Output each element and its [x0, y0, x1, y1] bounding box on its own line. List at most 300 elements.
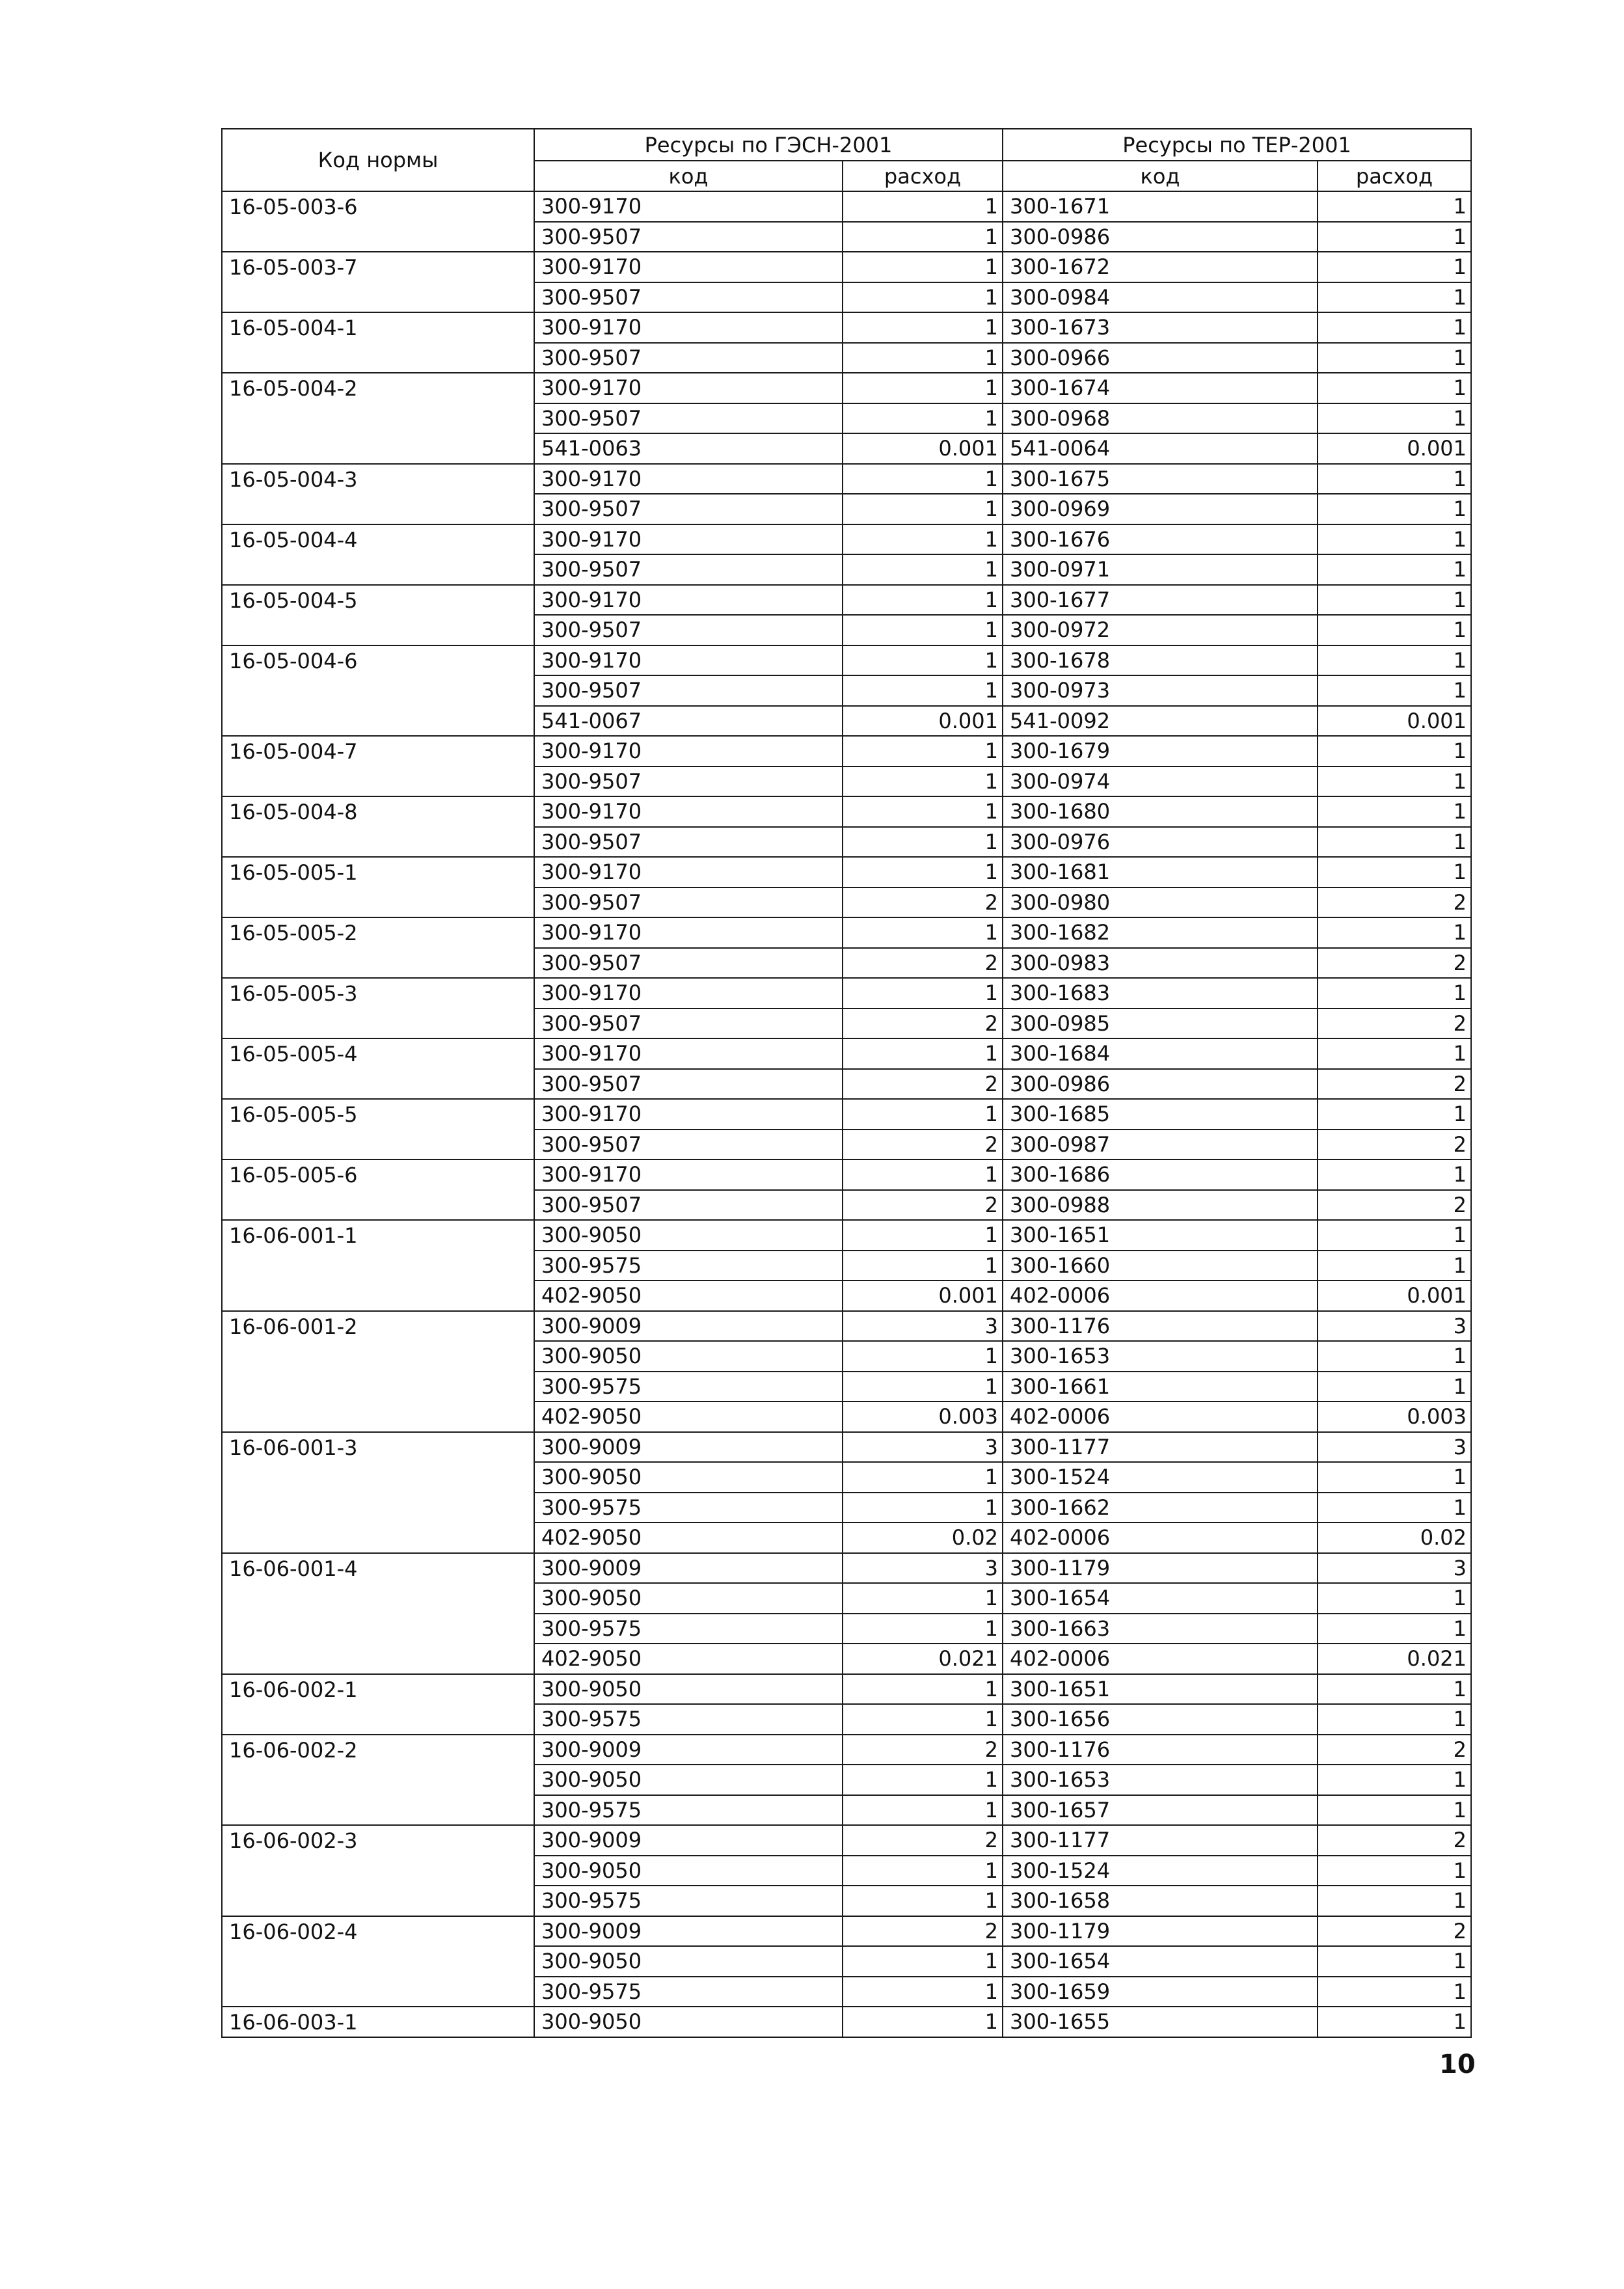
gesn-amount-cell: 1 — [843, 1886, 1003, 1916]
norm-code-cell: 16-05-005-2 — [222, 917, 534, 978]
ter-code-cell: 300-1656 — [1003, 1704, 1318, 1735]
gesn-code-cell: 300-9507 — [534, 222, 843, 252]
ter-resources-header: Ресурсы по ТЕР-2001 — [1003, 129, 1471, 161]
gesn-amount-cell: 1 — [843, 1462, 1003, 1493]
ter-amount-cell: 1 — [1318, 1765, 1471, 1795]
gesn-amount-cell: 1 — [843, 827, 1003, 858]
gesn-amount-cell: 0.001 — [843, 1280, 1003, 1311]
ter-code-cell: 300-1677 — [1003, 585, 1318, 616]
norm-code-header: Код нормы — [222, 129, 534, 191]
gesn-code-cell: 300-9170 — [534, 978, 843, 1009]
ter-code-cell: 300-1179 — [1003, 1553, 1318, 1584]
gesn-amount-cell: 1 — [843, 1159, 1003, 1190]
gesn-amount-cell: 1 — [843, 1251, 1003, 1281]
gesn-code-cell: 300-9009 — [534, 1735, 843, 1765]
gesn-amount-cell: 0.001 — [843, 433, 1003, 464]
ter-amount-cell: 2 — [1318, 1735, 1471, 1765]
gesn-code-cell: 402-9050 — [534, 1280, 843, 1311]
gesn-amount-cell: 1 — [843, 978, 1003, 1009]
gesn-code-cell: 300-9050 — [534, 1462, 843, 1493]
gesn-code-cell: 300-9507 — [534, 494, 843, 524]
ter-amount-cell: 3 — [1318, 1311, 1471, 1342]
ter-amount-cell: 0.021 — [1318, 1644, 1471, 1674]
gesn-code-cell: 300-9050 — [534, 1856, 843, 1886]
gesn-code-cell: 300-9170 — [534, 917, 843, 948]
ter-code-cell: 300-1659 — [1003, 1977, 1318, 2007]
gesn-code-cell: 300-9507 — [534, 403, 843, 434]
gesn-amount-cell: 1 — [843, 796, 1003, 827]
ter-code-cell: 300-1678 — [1003, 645, 1318, 676]
gesn-amount-cell: 1 — [843, 2007, 1003, 2037]
ter-code-cell: 300-1655 — [1003, 2007, 1318, 2037]
ter-code-cell: 402-0006 — [1003, 1644, 1318, 1674]
gesn-amount-cell: 2 — [843, 1916, 1003, 1947]
gesn-code-cell: 300-9170 — [534, 796, 843, 827]
ter-code-cell: 300-1524 — [1003, 1856, 1318, 1886]
gesn-amount-cell: 1 — [843, 554, 1003, 585]
gesn-amount-cell: 1 — [843, 766, 1003, 797]
ter-amount-cell: 1 — [1318, 1946, 1471, 1977]
gesn-amount-cell: 1 — [843, 1977, 1003, 2007]
gesn-amount-cell: 1 — [843, 1795, 1003, 1826]
gesn-amount-cell: 1 — [843, 1614, 1003, 1644]
gesn-amount-cell: 3 — [843, 1432, 1003, 1463]
table-row — [222, 1553, 1471, 1584]
gesn-code-cell: 300-9575 — [534, 1795, 843, 1826]
ter-amount-cell: 1 — [1318, 917, 1471, 948]
gesn-amount-cell: 1 — [843, 1038, 1003, 1069]
gesn-code-cell: 300-9507 — [534, 343, 843, 373]
ter-code-cell: 300-1683 — [1003, 978, 1318, 1009]
gesn-code-cell: 300-9507 — [534, 948, 843, 979]
ter-amount-cell: 1 — [1318, 827, 1471, 858]
ter-code-cell: 300-0983 — [1003, 948, 1318, 979]
gesn-amount-cell: 1 — [843, 1220, 1003, 1251]
gesn-code-cell: 300-9170 — [534, 524, 843, 555]
gesn-code-cell: 300-9050 — [534, 1341, 843, 1372]
gesn-code-cell: 300-9507 — [534, 675, 843, 706]
ter-amount-cell: 1 — [1318, 554, 1471, 585]
ter-code-cell: 300-1651 — [1003, 1220, 1318, 1251]
ter-code-cell: 300-0986 — [1003, 1069, 1318, 1100]
gesn-code-cell: 300-9575 — [534, 1886, 843, 1916]
gesn-amount-cell: 1 — [843, 585, 1003, 616]
gesn-code-cell: 300-9507 — [534, 766, 843, 797]
norm-code-cell: 16-05-004-1 — [222, 312, 534, 373]
ter-amount-cell: 1 — [1318, 1856, 1471, 1886]
norm-code-cell: 16-06-001-1 — [222, 1220, 534, 1311]
gesn-code-cell: 541-0067 — [534, 706, 843, 737]
ter-amount-cell: 1 — [1318, 403, 1471, 434]
norm-code-cell: 16-06-002-2 — [222, 1735, 534, 1826]
table-row — [222, 796, 1471, 827]
gesn-code-cell: 300-9170 — [534, 1159, 843, 1190]
ter-amount-cell: 1 — [1318, 1038, 1471, 1069]
gesn-amount-cell: 1 — [843, 373, 1003, 403]
gesn-amount-cell: 1 — [843, 1341, 1003, 1372]
ter-amount-cell: 1 — [1318, 1795, 1471, 1826]
gesn-code-cell: 300-9170 — [534, 312, 843, 343]
gesn-code-cell: 300-9009 — [534, 1553, 843, 1584]
gesn-amount-cell: 0.02 — [843, 1523, 1003, 1553]
gesn-amount-cell: 2 — [843, 948, 1003, 979]
gesn-amount-cell: 1 — [843, 1674, 1003, 1705]
table-row — [222, 1311, 1471, 1342]
ter-amount-cell: 1 — [1318, 1462, 1471, 1493]
ter-code-cell: 402-0006 — [1003, 1523, 1318, 1553]
table-row — [222, 252, 1471, 282]
table-row — [222, 917, 1471, 948]
gesn-code-cell: 300-9170 — [534, 1099, 843, 1130]
gesn-amount-cell: 2 — [843, 1825, 1003, 1856]
ter-code-cell: 300-1671 — [1003, 191, 1318, 222]
ter-amount-cell: 1 — [1318, 282, 1471, 313]
gesn-code-cell: 300-9507 — [534, 554, 843, 585]
norm-code-cell: 16-05-005-5 — [222, 1099, 534, 1159]
gesn-amount-cell: 3 — [843, 1553, 1003, 1584]
norm-code-cell: 16-05-004-5 — [222, 585, 534, 645]
ter-code-cell: 300-1661 — [1003, 1372, 1318, 1402]
gesn-amount-cell: 1 — [843, 1765, 1003, 1795]
ter-amount-cell: 0.001 — [1318, 433, 1471, 464]
ter-code-cell: 300-1657 — [1003, 1795, 1318, 1826]
ter-code-cell: 402-0006 — [1003, 1402, 1318, 1432]
ter-code-cell: 300-0988 — [1003, 1190, 1318, 1221]
gesn-code-cell: 300-9009 — [534, 1916, 843, 1947]
ter-amount-cell: 1 — [1318, 1372, 1471, 1402]
ter-amount-cell: 1 — [1318, 524, 1471, 555]
ter-amount-cell: 2 — [1318, 887, 1471, 918]
gesn-code-cell: 300-9170 — [534, 645, 843, 676]
ter-code-cell: 300-1177 — [1003, 1825, 1318, 1856]
ter-amount-cell: 0.02 — [1318, 1523, 1471, 1553]
table-row — [222, 191, 1471, 222]
gesn-amount-cell: 2 — [843, 887, 1003, 918]
ter-code-cell: 300-0972 — [1003, 615, 1318, 645]
gesn-code-cell: 300-9575 — [534, 1493, 843, 1523]
ter-code-cell: 300-1179 — [1003, 1916, 1318, 1947]
ter-amount-cell: 0.001 — [1318, 1280, 1471, 1311]
ter-amount-cell: 1 — [1318, 1704, 1471, 1735]
table-row — [222, 1220, 1471, 1251]
gesn-amount-cell: 1 — [843, 1704, 1003, 1735]
ter-code-cell: 300-0984 — [1003, 282, 1318, 313]
table-row — [222, 1735, 1471, 1765]
ter-amount-cell: 1 — [1318, 343, 1471, 373]
gesn-code-cell: 300-9507 — [534, 615, 843, 645]
ter-code-cell: 300-0985 — [1003, 1009, 1318, 1039]
table-row — [222, 585, 1471, 616]
table-row — [222, 736, 1471, 766]
ter-amount-cell: 2 — [1318, 1009, 1471, 1039]
ter-amount-cell: 1 — [1318, 222, 1471, 252]
ter-code-cell: 300-0987 — [1003, 1130, 1318, 1160]
table-row — [222, 1099, 1471, 1130]
ter-code-cell: 300-1654 — [1003, 1583, 1318, 1614]
table-row — [222, 1159, 1471, 1190]
gesn-code-cell: 402-9050 — [534, 1402, 843, 1432]
ter-amount-cell: 2 — [1318, 1916, 1471, 1947]
table-body — [222, 191, 1471, 2037]
table-row — [222, 645, 1471, 676]
ter-amount-cell: 1 — [1318, 312, 1471, 343]
ter-code-cell: 300-1676 — [1003, 524, 1318, 555]
norm-code-cell: 16-05-005-4 — [222, 1038, 534, 1099]
ter-amount-cell: 1 — [1318, 645, 1471, 676]
ter-code-cell: 300-1660 — [1003, 1251, 1318, 1281]
gesn-code-cell: 300-9050 — [534, 1220, 843, 1251]
norm-code-cell: 16-05-004-2 — [222, 373, 534, 464]
gesn-amount-cell: 1 — [843, 1493, 1003, 1523]
table-row — [222, 978, 1471, 1009]
gesn-amount-cell: 2 — [843, 1009, 1003, 1039]
gesn-code-cell: 300-9170 — [534, 191, 843, 222]
ter-code-cell: 300-0976 — [1003, 827, 1318, 858]
ter-amount-cell: 3 — [1318, 1553, 1471, 1584]
norm-code-cell: 16-06-003-1 — [222, 2007, 534, 2037]
ter-code-cell: 402-0006 — [1003, 1280, 1318, 1311]
ter-code-cell: 300-0980 — [1003, 887, 1318, 918]
ter-amount-cell: 1 — [1318, 1220, 1471, 1251]
table-row — [222, 1038, 1471, 1069]
ter-code-cell: 300-0966 — [1003, 343, 1318, 373]
table-row — [222, 1674, 1471, 1705]
ter-amount-cell: 1 — [1318, 191, 1471, 222]
gesn-amount-cell: 2 — [843, 1735, 1003, 1765]
ter-amount-cell: 0.003 — [1318, 1402, 1471, 1432]
gesn-amount-cell: 1 — [843, 494, 1003, 524]
ter-code-header: код — [1003, 161, 1318, 191]
ter-code-cell: 541-0092 — [1003, 706, 1318, 737]
gesn-amount-cell: 1 — [843, 1856, 1003, 1886]
gesn-code-cell: 300-9507 — [534, 1130, 843, 1160]
norm-code-cell: 16-05-003-7 — [222, 252, 534, 312]
ter-code-cell: 300-1176 — [1003, 1735, 1318, 1765]
gesn-amount-cell: 2 — [843, 1190, 1003, 1221]
ter-code-cell: 300-1679 — [1003, 736, 1318, 766]
norm-code-cell: 16-06-001-4 — [222, 1553, 534, 1674]
gesn-amount-cell: 1 — [843, 222, 1003, 252]
gesn-amount-cell: 1 — [843, 191, 1003, 222]
ter-amount-cell: 1 — [1318, 464, 1471, 494]
gesn-code-cell: 300-9507 — [534, 827, 843, 858]
gesn-code-cell: 300-9009 — [534, 1825, 843, 1856]
gesn-code-cell: 300-9507 — [534, 1069, 843, 1100]
gesn-code-cell: 300-9170 — [534, 252, 843, 282]
norm-code-cell: 16-06-002-1 — [222, 1674, 534, 1735]
ter-code-cell: 300-1684 — [1003, 1038, 1318, 1069]
table-row — [222, 312, 1471, 343]
ter-code-cell: 300-1673 — [1003, 312, 1318, 343]
ter-code-cell: 300-1653 — [1003, 1341, 1318, 1372]
gesn-code-header: код — [534, 161, 843, 191]
ter-amount-cell: 1 — [1318, 1614, 1471, 1644]
norm-code-cell: 16-06-002-3 — [222, 1825, 534, 1916]
gesn-code-cell: 300-9575 — [534, 1251, 843, 1281]
ter-amount-cell: 1 — [1318, 585, 1471, 616]
gesn-amount-cell: 1 — [843, 675, 1003, 706]
resources-table — [221, 128, 1472, 2038]
gesn-code-cell: 402-9050 — [534, 1644, 843, 1674]
table-row — [222, 524, 1471, 555]
norm-code-cell: 16-06-001-2 — [222, 1311, 534, 1432]
norm-code-cell: 16-05-004-6 — [222, 645, 534, 737]
ter-amount-cell: 0.001 — [1318, 706, 1471, 737]
ter-amount-cell: 1 — [1318, 675, 1471, 706]
gesn-amount-cell: 1 — [843, 464, 1003, 494]
gesn-amount-cell: 1 — [843, 645, 1003, 676]
gesn-amount-cell: 0.003 — [843, 1402, 1003, 1432]
ter-amount-cell: 1 — [1318, 766, 1471, 797]
ter-code-cell: 300-1672 — [1003, 252, 1318, 282]
norm-code-cell: 16-05-005-1 — [222, 857, 534, 917]
ter-amount-cell: 1 — [1318, 373, 1471, 403]
norm-code-cell: 16-05-004-8 — [222, 796, 534, 857]
gesn-amount-cell: 2 — [843, 1130, 1003, 1160]
ter-code-cell: 300-0971 — [1003, 554, 1318, 585]
gesn-amount-cell: 3 — [843, 1311, 1003, 1342]
ter-amount-cell: 1 — [1318, 615, 1471, 645]
ter-code-cell: 541-0064 — [1003, 433, 1318, 464]
gesn-code-cell: 300-9050 — [534, 1674, 843, 1705]
norm-code-cell: 16-06-001-3 — [222, 1432, 534, 1553]
gesn-amount-cell: 0.001 — [843, 706, 1003, 737]
gesn-code-cell: 300-9575 — [534, 1704, 843, 1735]
ter-amount-cell: 1 — [1318, 1583, 1471, 1614]
ter-code-cell: 300-1685 — [1003, 1099, 1318, 1130]
gesn-code-cell: 300-9507 — [534, 1009, 843, 1039]
ter-code-cell: 300-1681 — [1003, 857, 1318, 887]
gesn-code-cell: 300-9170 — [534, 857, 843, 887]
ter-amount-cell: 1 — [1318, 1977, 1471, 2007]
gesn-code-cell: 300-9009 — [534, 1432, 843, 1463]
gesn-code-cell: 300-9507 — [534, 1190, 843, 1221]
ter-amount-cell: 1 — [1318, 2007, 1471, 2037]
norm-code-cell: 16-05-004-7 — [222, 736, 534, 796]
ter-code-cell: 300-1675 — [1003, 464, 1318, 494]
gesn-amount-cell: 1 — [843, 857, 1003, 887]
gesn-amount-cell: 1 — [843, 615, 1003, 645]
ter-amount-cell: 1 — [1318, 978, 1471, 1009]
gesn-amount-cell: 1 — [843, 1099, 1003, 1130]
ter-amount-cell: 2 — [1318, 1825, 1471, 1856]
ter-amount-cell: 1 — [1318, 857, 1471, 887]
ter-amount-cell: 1 — [1318, 1251, 1471, 1281]
ter-code-cell: 300-0986 — [1003, 222, 1318, 252]
gesn-amount-cell: 1 — [843, 1372, 1003, 1402]
gesn-amount-cell: 1 — [843, 736, 1003, 766]
gesn-code-cell: 300-9507 — [534, 887, 843, 918]
gesn-code-cell: 300-9575 — [534, 1372, 843, 1402]
ter-code-cell: 300-1654 — [1003, 1946, 1318, 1977]
ter-amount-cell: 1 — [1318, 494, 1471, 524]
ter-amount-cell: 1 — [1318, 736, 1471, 766]
gesn-amount-cell: 1 — [843, 312, 1003, 343]
page-number: 10 — [1439, 2050, 1476, 2079]
norm-code-cell: 16-05-004-4 — [222, 524, 534, 585]
ter-code-cell: 300-1680 — [1003, 796, 1318, 827]
gesn-code-cell: 300-9170 — [534, 373, 843, 403]
gesn-resources-header: Ресурсы по ГЭСН-2001 — [534, 129, 1003, 161]
ter-code-cell: 300-1674 — [1003, 373, 1318, 403]
gesn-amount-cell: 1 — [843, 524, 1003, 555]
ter-amount-cell: 1 — [1318, 1886, 1471, 1916]
gesn-code-cell: 300-9170 — [534, 736, 843, 766]
norm-code-cell: 16-05-005-6 — [222, 1159, 534, 1220]
norm-code-cell: 16-05-005-3 — [222, 978, 534, 1038]
gesn-code-cell: 300-9170 — [534, 585, 843, 616]
gesn-amount-cell: 1 — [843, 252, 1003, 282]
gesn-code-cell: 300-9170 — [534, 1038, 843, 1069]
gesn-code-cell: 402-9050 — [534, 1523, 843, 1553]
ter-amount-cell: 2 — [1318, 948, 1471, 979]
gesn-code-cell: 300-9050 — [534, 2007, 843, 2037]
ter-code-cell: 300-0968 — [1003, 403, 1318, 434]
ter-amount-cell: 1 — [1318, 1341, 1471, 1372]
gesn-amount-cell: 1 — [843, 403, 1003, 434]
gesn-amount-cell: 1 — [843, 1583, 1003, 1614]
gesn-amount-cell: 1 — [843, 917, 1003, 948]
ter-code-cell: 300-1686 — [1003, 1159, 1318, 1190]
ter-code-cell: 300-0973 — [1003, 675, 1318, 706]
table-row — [222, 2007, 1471, 2037]
ter-code-cell: 300-1176 — [1003, 1311, 1318, 1342]
table-row — [222, 1825, 1471, 1856]
ter-amount-cell: 2 — [1318, 1130, 1471, 1160]
ter-code-cell: 300-1524 — [1003, 1462, 1318, 1493]
gesn-amount-header: расход — [843, 161, 1003, 191]
ter-amount-cell: 1 — [1318, 1493, 1471, 1523]
ter-amount-cell: 2 — [1318, 1190, 1471, 1221]
table-row — [222, 1432, 1471, 1463]
table-row — [222, 1916, 1471, 1947]
gesn-amount-cell: 1 — [843, 282, 1003, 313]
ter-code-cell: 300-1653 — [1003, 1765, 1318, 1795]
gesn-amount-cell: 1 — [843, 1946, 1003, 1977]
gesn-code-cell: 300-9170 — [534, 464, 843, 494]
table-row — [222, 373, 1471, 403]
gesn-amount-cell: 2 — [843, 1069, 1003, 1100]
gesn-code-cell: 300-9050 — [534, 1765, 843, 1795]
ter-amount-header: расход — [1318, 161, 1471, 191]
table-header — [222, 129, 1471, 191]
gesn-amount-cell: 0.021 — [843, 1644, 1003, 1674]
gesn-code-cell: 300-9575 — [534, 1614, 843, 1644]
gesn-code-cell: 300-9050 — [534, 1583, 843, 1614]
ter-code-cell: 300-1662 — [1003, 1493, 1318, 1523]
norm-code-cell: 16-05-004-3 — [222, 464, 534, 524]
ter-amount-cell: 1 — [1318, 796, 1471, 827]
ter-code-cell: 300-0974 — [1003, 766, 1318, 797]
norm-code-cell: 16-06-002-4 — [222, 1916, 534, 2007]
ter-code-cell: 300-1177 — [1003, 1432, 1318, 1463]
table-row — [222, 464, 1471, 494]
ter-code-cell: 300-1682 — [1003, 917, 1318, 948]
gesn-amount-cell: 1 — [843, 343, 1003, 373]
gesn-code-cell: 300-9009 — [534, 1311, 843, 1342]
gesn-code-cell: 300-9575 — [534, 1977, 843, 2007]
ter-amount-cell: 1 — [1318, 1099, 1471, 1130]
gesn-code-cell: 300-9507 — [534, 282, 843, 313]
ter-code-cell: 300-0969 — [1003, 494, 1318, 524]
ter-code-cell: 300-1651 — [1003, 1674, 1318, 1705]
gesn-code-cell: 300-9050 — [534, 1946, 843, 1977]
ter-amount-cell: 2 — [1318, 1069, 1471, 1100]
ter-code-cell: 300-1658 — [1003, 1886, 1318, 1916]
table-row — [222, 857, 1471, 887]
ter-amount-cell: 1 — [1318, 1674, 1471, 1705]
norm-code-cell: 16-05-003-6 — [222, 191, 534, 252]
